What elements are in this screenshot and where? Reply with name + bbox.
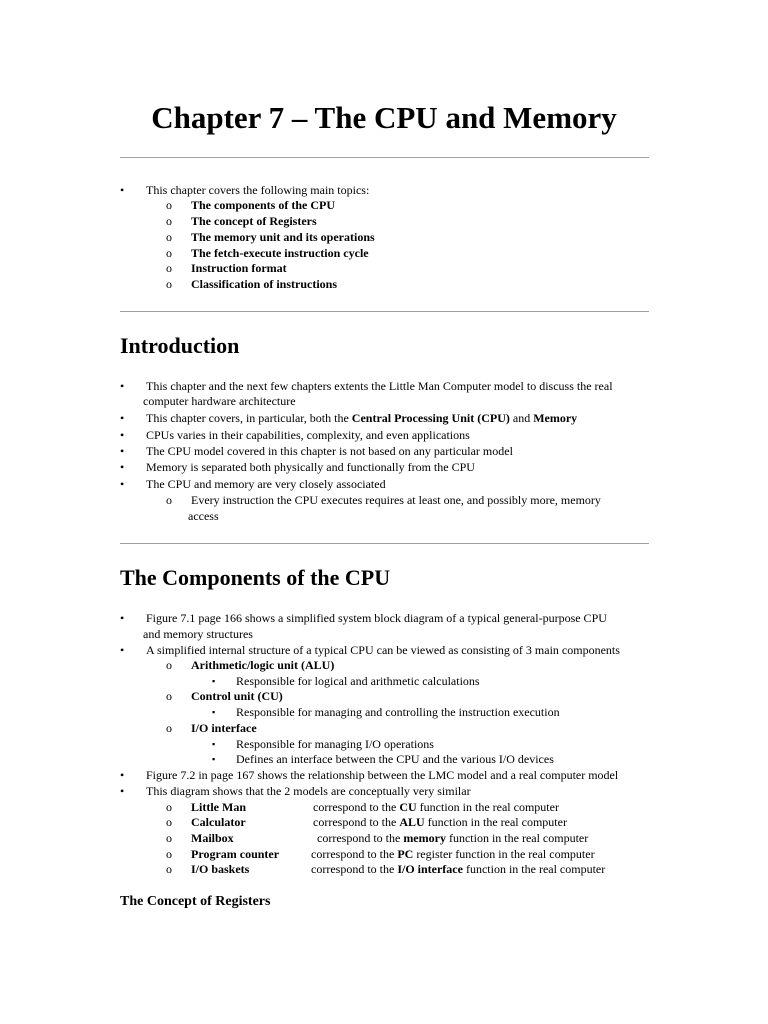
mapping-term: Mailbox [191, 831, 234, 845]
component-cu: Control unit (CU) [191, 689, 283, 703]
component-desc: Responsible for logical and arithmetic calculations [236, 674, 480, 688]
bullet-icon: • [120, 444, 125, 458]
circle-bullet-icon: o [166, 214, 172, 228]
components-paragraph: A simplified internal structure of a typical CPU can be viewed as consisting of 3 main components [146, 643, 620, 657]
circle-bullet-icon: o [166, 815, 172, 829]
intro-paragraph: CPUs varies in their capabilities, complexity, and even applications [146, 428, 470, 442]
component-desc: Defines an interface between the CPU and the various I/O devices [236, 752, 554, 766]
components-paragraph-cont: and memory structures [143, 627, 253, 641]
bullet-icon: • [120, 643, 125, 657]
topic-item: The components of the CPU [191, 198, 335, 212]
square-bullet-icon: ▪ [212, 676, 216, 686]
topic-item: Instruction format [191, 261, 287, 275]
components-paragraph: Figure 7.2 in page 167 shows the relationship between the LMC model and a real computer model [146, 768, 619, 782]
divider [120, 311, 649, 312]
bullet-icon: • [120, 379, 125, 393]
intro-sub-paragraph: Every instruction the CPU executes requires at least one, and possibly more, memory [191, 493, 601, 507]
square-bullet-icon: ▪ [212, 739, 216, 749]
square-bullet-icon: ▪ [212, 754, 216, 764]
section-heading-components: The Components of the CPU [120, 565, 391, 590]
bullet-icon: • [120, 611, 125, 625]
bullet-icon: • [120, 183, 125, 197]
circle-bullet-icon: o [166, 862, 172, 876]
components-paragraph: This diagram shows that the 2 models are conceptually very similar [146, 784, 471, 798]
divider [120, 157, 649, 158]
component-io: I/O interface [191, 721, 257, 735]
intro-sub-paragraph-cont: access [188, 509, 219, 523]
mapping-term: Calculator [191, 815, 246, 829]
bullet-icon: • [120, 768, 125, 782]
topic-item: Classification of instructions [191, 277, 338, 291]
intro-paragraph-cont: computer hardware architecture [143, 394, 296, 408]
bullet-icon: • [120, 784, 125, 798]
intro-paragraph: This chapter covers, in particular, both the Central Processing Unit (CPU) and Memory [146, 411, 578, 425]
mapping-term: Little Man [191, 800, 246, 814]
topic-item: The concept of Registers [191, 214, 317, 228]
component-desc: Responsible for managing and controlling the instruction execution [236, 705, 560, 719]
intro-paragraph: The CPU model covered in this chapter is not based on any particular model [146, 444, 513, 458]
square-bullet-icon: ▪ [212, 707, 216, 717]
section-heading-registers: The Concept of Registers [120, 894, 271, 909]
components-paragraph: Figure 7.1 page 166 shows a simplified system block diagram of a typical general-purpose CPU [146, 611, 607, 625]
divider [120, 543, 649, 544]
intro-paragraph: Memory is separated both physically and functionally from the CPU [146, 460, 475, 474]
mapping-term: Program counter [191, 847, 280, 861]
circle-bullet-icon: o [166, 230, 172, 244]
circle-bullet-icon: o [166, 721, 172, 735]
circle-bullet-icon: o [166, 277, 172, 291]
section-heading-introduction: Introduction [120, 333, 240, 358]
component-desc: Responsible for managing I/O operations [236, 737, 434, 751]
topic-item: The fetch-execute instruction cycle [191, 246, 369, 260]
topic-item: The memory unit and its operations [191, 230, 375, 244]
bullet-icon: • [120, 428, 125, 442]
mapping-desc: correspond to the memory function in the real computer [317, 831, 589, 845]
intro-paragraph: The CPU and memory are very closely associated [146, 477, 386, 491]
circle-bullet-icon: o [166, 261, 172, 275]
mapping-desc: correspond to the ALU function in the real computer [313, 815, 567, 829]
circle-bullet-icon: o [166, 689, 172, 703]
mapping-desc: correspond to the PC register function in the real computer [311, 847, 595, 861]
mapping-desc: correspond to the CU function in the real computer [313, 800, 559, 814]
circle-bullet-icon: o [166, 198, 172, 212]
circle-bullet-icon: o [166, 800, 172, 814]
topics-intro: This chapter covers the following main topics: [146, 183, 370, 197]
circle-bullet-icon: o [166, 246, 172, 260]
mapping-term: I/O baskets [191, 862, 250, 876]
intro-paragraph: This chapter and the next few chapters extents the Little Man Computer model to discuss the real [146, 379, 613, 393]
mapping-desc: correspond to the I/O interface function in the real computer [311, 862, 606, 876]
page-title: Chapter 7 – The CPU and Memory [151, 100, 617, 135]
bullet-icon: • [120, 477, 125, 491]
circle-bullet-icon: o [166, 831, 172, 845]
circle-bullet-icon: o [166, 658, 172, 672]
bullet-icon: • [120, 460, 125, 474]
circle-bullet-icon: o [166, 493, 172, 507]
circle-bullet-icon: o [166, 847, 172, 861]
bullet-icon: • [120, 411, 125, 425]
component-alu: Arithmetic/logic unit (ALU) [191, 658, 335, 672]
